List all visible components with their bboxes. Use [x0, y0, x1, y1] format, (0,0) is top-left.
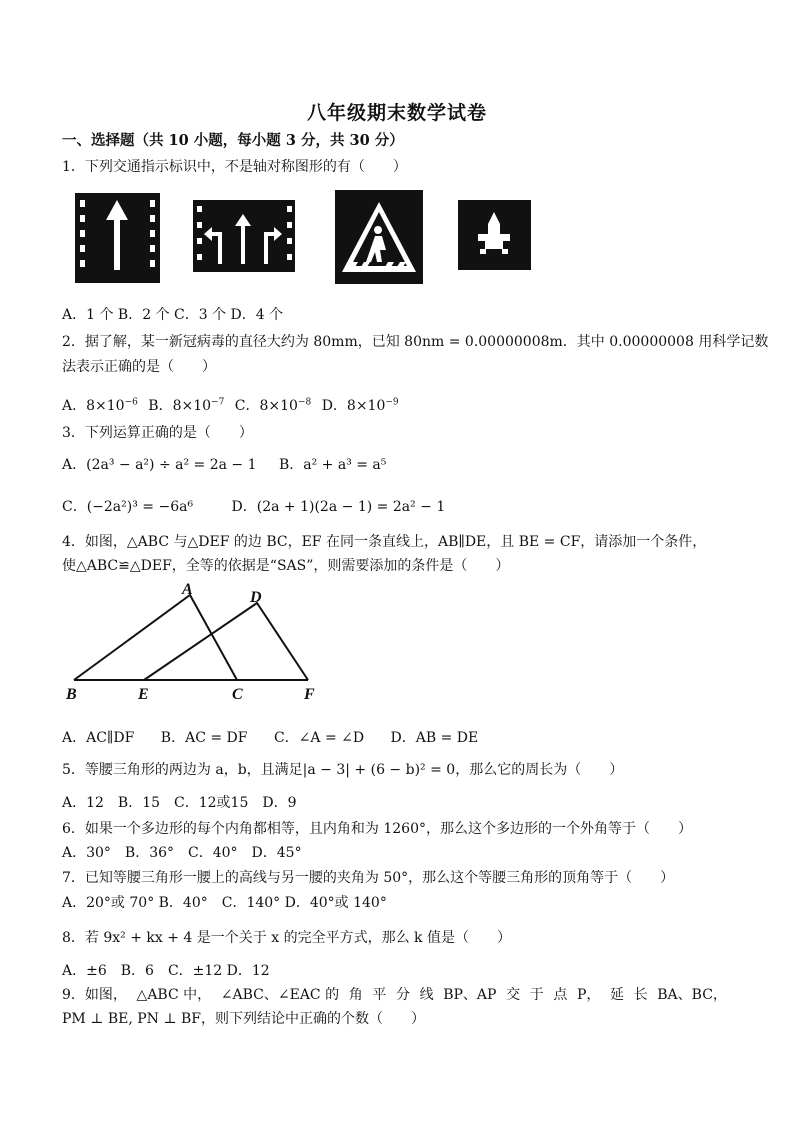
- option-b: B．$8\times 10^{-7}$: [148, 397, 225, 414]
- option-c: C．∠A = ∠D: [273, 730, 365, 746]
- option-a: A．(2a³ − a²) ÷ a² = 2a − 1: [62, 457, 257, 473]
- question-4-line-2: 使△ABC≌△DEF，全等的依据是“SAS”，则需要添加的条件是（ ）: [62, 558, 510, 574]
- question-2-line-1: 2．据了解，某一新冠病毒的直径大约为 80mm，已知 80nm = 0.00000008m．其中 0.00000008 用科学记数: [62, 334, 769, 350]
- option-c: C．$8\times 10^{-8}$: [234, 397, 312, 414]
- option-b: B．a² + a³ = a⁵: [278, 457, 387, 473]
- section-heading: 一、选择题（共 10 小题，每小题 3 分，共 30 分）: [62, 132, 404, 149]
- traffic-signs-figure: [0, 188, 794, 293]
- question-1-stem: 1．下列交通指示标识中，不是轴对称图形的有（ ）: [62, 159, 407, 175]
- label-f: F: [304, 686, 315, 703]
- question-7-stem: 7．已知等腰三角形一腰上的高线与另一腰的夹角为 50°，那么这个等腰三角形的顶角等于（ ）: [62, 870, 675, 886]
- option-c: C．(−2a²)³ = −6a⁶: [62, 499, 194, 515]
- question-6-options: A．30° B．36° C．40° D．45°: [62, 845, 302, 861]
- vehicle-sign: [458, 200, 531, 270]
- option-a: A．$8\times 10^{-6}$: [62, 397, 138, 414]
- option-a: A．AC∥DF: [62, 730, 135, 746]
- question-8-options: A．±6 B．6 C．±12 D．12: [62, 963, 270, 979]
- question-9-line-2: PM ⊥ BE, PN ⊥ BF，则下列结论中正确的个数（ ）: [62, 1011, 425, 1027]
- question-1-options: A．1 个 B．2 个 C．3 个 D．4 个: [62, 307, 284, 323]
- question-4-options: [62, 729, 478, 747]
- question-6-stem: 6．如果一个多边形的每个内角都相等，且内角和为 1260°，那么这个多边形的一个外角等于（ ）: [62, 821, 692, 837]
- option-d: D．AB = DE: [390, 730, 479, 746]
- lane-arrows-sign: [193, 200, 295, 272]
- option-d: D．(2a + 1)(2a − 1) = 2a² − 1: [231, 499, 446, 515]
- question-4-line-1: 4．如图，△ABC 与△DEF 的边 BC，EF 在同一条直线上，AB∥DE，且 BE = CF，请添加一个条件，: [62, 534, 707, 550]
- question-2-line-2: 法表示正确的是（ ）: [62, 359, 216, 375]
- label-d: D: [250, 589, 262, 606]
- question-3-stem: 3．下列运算正确的是（ ）: [62, 425, 253, 441]
- question-8-stem: 8．若 9x² + kx + 4 是一个关于 x 的完全平方式，那么 k 值是（ ）: [62, 930, 511, 946]
- question-9-line-1: 9．如图， △ABC 中， ∠ABC、∠EAC 的 角 平 分 线 BP、AP 交 于 点 P， 延 长 BA、BC，: [62, 987, 727, 1003]
- label-c: C: [232, 686, 243, 703]
- straight-arrow-sign: [75, 193, 160, 283]
- question-5-options: A．12 B．15 C．12或15 D．9: [62, 795, 297, 811]
- pedestrian-crossing-sign: [335, 190, 423, 284]
- page-title: 八年级期末数学试卷: [306, 102, 487, 124]
- question-5-stem: 5．等腰三角形的两边为 a，b，且满足|a − 3| + (6 − b)² = 0，那么它的周长为（ ）: [62, 762, 624, 778]
- option-d: D．$8\times 10^{-9}$: [321, 397, 399, 414]
- label-a: A: [182, 583, 193, 598]
- label-e: E: [138, 686, 149, 703]
- question-7-options: A．20°或 70° B．40° C．140° D．40°或 140°: [62, 895, 387, 911]
- option-b: B．AC = DF: [160, 730, 248, 746]
- question-3-options-cd: [62, 498, 445, 516]
- label-b: B: [66, 686, 77, 703]
- question-2-options: [62, 393, 405, 415]
- triangles-figure: [62, 583, 332, 703]
- question-3-options-ab: [62, 456, 386, 474]
